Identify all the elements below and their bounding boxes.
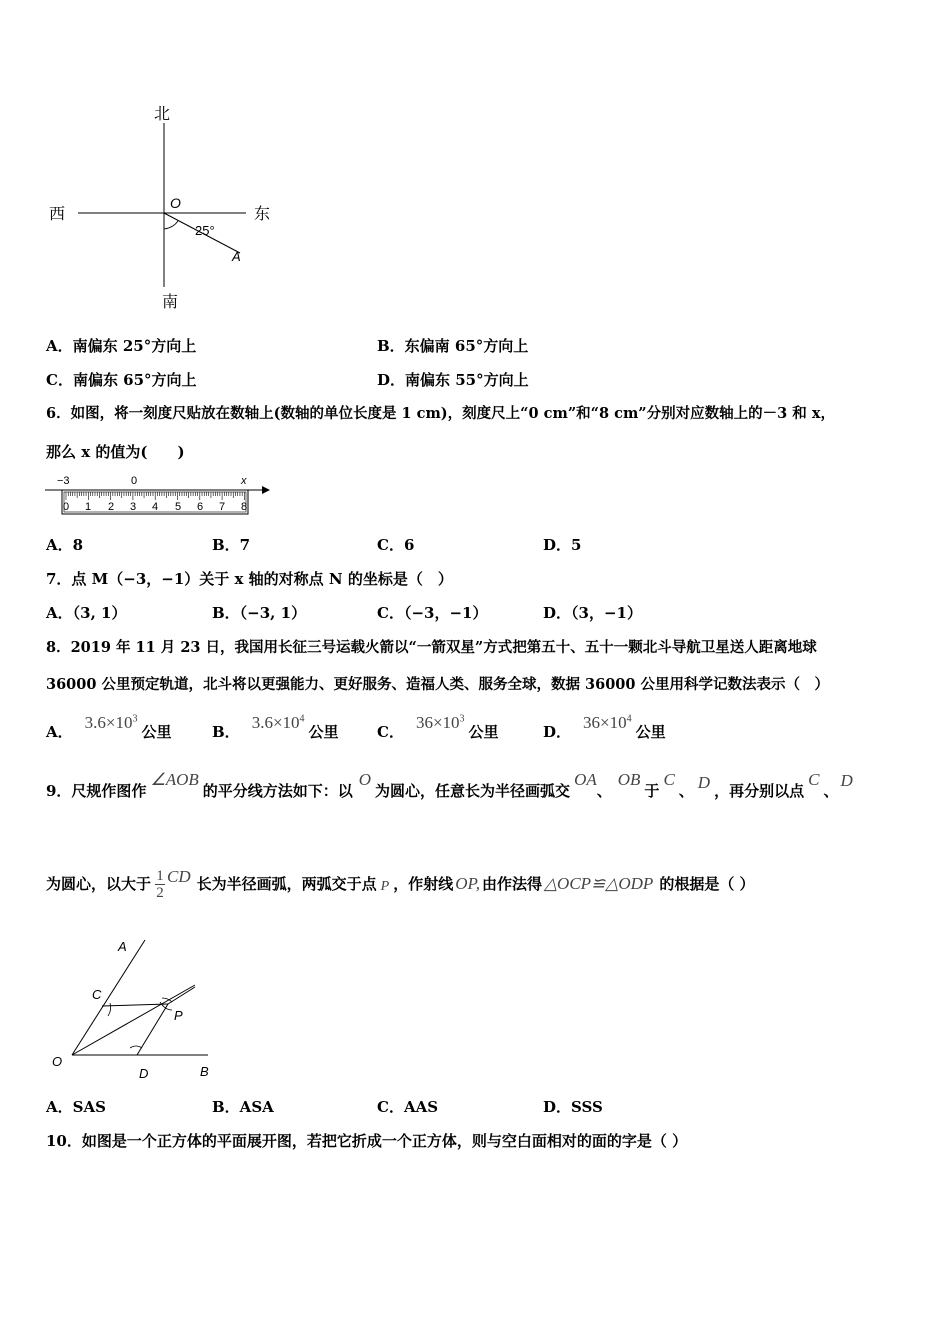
q9-sep-2: 、 [678,782,694,800]
q9-frac-num: 1 [156,867,164,884]
ruler-tick-5: 5 [175,501,182,513]
q9-text-4: 于 [644,782,660,800]
q9-cd: CD [167,867,191,886]
q9-fraction [155,868,165,901]
q8-b-base: 3.6×10 [251,713,300,732]
q9-d: D [697,773,711,792]
q9-text-6: 为圆心，以大于 [46,875,152,893]
q8-option-c[interactable] [377,710,499,742]
q9-c-2: C [808,770,820,789]
ruler-tick-4: 4 [152,501,159,513]
q8-option-c-value [416,713,465,733]
ruler-tick-0: 0 [63,501,70,513]
q6-option-d[interactable]: D．5 [543,536,582,554]
fig-label-c: C [92,987,102,1002]
q7-option-d[interactable]: D．（3，−1） [543,604,642,622]
q8-c-exp: 3 [459,713,465,725]
ruler-tick-8: 8 [241,501,248,513]
north-label: 北 [154,106,171,123]
arc-d [130,1046,142,1048]
q8-option-a-label: A． [46,723,73,741]
q9-op: OP, [455,874,480,893]
q8-stem-line1: 8．2019 年 11 月 23 日，我国用长征三号运载火箭以“一箭双星”方式把第五十、五十一颗北斗导航卫星送人距离地球 [46,639,817,656]
east-label: 东 [254,206,271,223]
q9-stem-line2 [46,856,755,912]
q9-text-10: 的根据是（ ） [659,875,755,893]
q8-c-base: 36×10 [415,713,460,732]
q8-d-exp: 4 [626,713,632,725]
ruler-top-label-neg3: −3 [57,475,70,487]
q8-option-b[interactable] [212,710,339,742]
q9-o: O [358,770,372,789]
q9-option-b[interactable]: B．ASA [212,1098,274,1116]
ruler-figure [40,470,280,522]
q9-frac-den: 2 [156,884,164,901]
q6-option-a[interactable]: A．8 [46,536,84,554]
number-line-arrow [262,486,270,494]
ruler-tick-7: 7 [219,501,226,513]
q9-text-1: 9．尺规作图作 [46,782,147,800]
q5-option-a[interactable]: A．南偏东 25°方向上 [46,337,197,355]
q9-option-c[interactable]: C．AAS [377,1098,439,1116]
q9-congruence: △OCP≌△ODP [543,874,654,893]
fig-label-b: B [200,1064,209,1079]
q8-a-exp: 3 [132,713,138,725]
ruler-top-label-x: x [241,475,247,487]
ray-oa [72,940,145,1055]
q9-text-2: 的平分线方法如下：以 [202,782,353,800]
q9-ob: OB [617,770,641,789]
q9-option-d[interactable]: D．SSS [543,1098,603,1116]
origin-label: O [170,195,181,211]
q6-option-c[interactable]: C．6 [377,536,415,554]
q7-stem: 7．点 M（−3，−1）关于 x 轴的对称点 N 的坐标是（ ） [46,570,453,588]
q9-sep-1: 、 [596,782,612,800]
q6-stem-line2: 那么 x 的值为( ) [46,443,185,461]
ruler-tick-6: 6 [197,501,204,513]
q9-text-8: ，作射线 [393,875,454,893]
q8-option-d-unit: 公里 [635,723,666,741]
q7-option-b[interactable]: B．（−3, 1） [212,604,307,622]
q6-stem-line1: 6．如图，将一刻度尺贴放在数轴上(数轴的单位长度是 1 cm)，刻度尺上“0 cm”和“8 cm”分别对应数轴上的－3 和 x， [46,405,835,422]
q9-text-5: ，再分别以点 [714,782,805,800]
fig-label-a: A [118,939,127,954]
q9-sep-3: 、 [823,782,839,800]
q9-c: C [663,770,675,789]
q7-option-a[interactable]: A．（3, 1） [46,604,127,622]
q8-option-b-label: B． [212,723,240,741]
q8-option-d-value [583,713,632,733]
ruler-tick-1: 1 [85,501,92,513]
q5-option-b[interactable]: B．东偏南 65°方向上 [377,337,529,355]
fig-label-p: P [174,1008,183,1023]
q8-option-a[interactable] [46,710,172,742]
q9-p: P [380,879,390,894]
q6-option-b[interactable]: B．7 [212,536,251,554]
ray-extension [168,987,195,1004]
q9-angle-aob: ∠AOB [150,770,199,789]
q9-text-7: 长为半径画弧，两弧交于点 [196,875,377,893]
q9-text-3: 为圆心，任意长为半径画弧交 [375,782,571,800]
q9-text-9: 由作法得 [481,875,542,893]
q8-option-c-label: C． [377,723,404,741]
q8-option-a-value [85,713,138,733]
q5-option-d[interactable]: D．南偏东 55°方向上 [377,371,529,389]
angle-label: 25° [195,223,215,238]
q8-option-d-label: D． [543,723,572,741]
point-a-label: A [232,249,241,264]
angle-arc [164,221,178,229]
arc-c [108,1003,111,1016]
q8-option-c-unit: 公里 [468,723,499,741]
ruler-tick-3: 3 [130,501,137,513]
q5-option-c[interactable]: C．南偏东 65°方向上 [46,371,197,389]
ruler-tick-2: 2 [108,501,115,513]
south-label: 南 [162,294,179,311]
q9-option-a[interactable]: A．SAS [46,1098,106,1116]
q9-d-2: D [840,771,853,790]
fig-label-d: D [139,1066,149,1081]
q8-b-exp: 4 [299,713,305,725]
q9-oa: OA [574,770,597,789]
compass-figure [40,95,290,320]
q8-option-b-value [252,713,305,733]
q8-stem-line2: 36000 公里预定轨道，北斗将以更强能力、更好服务、造福人类、服务全球，数据 36000 公里用科学记数法表示（ ） [46,676,830,693]
q7-option-c[interactable]: C．（−3，−1） [377,604,488,622]
q8-a-base: 3.6×10 [84,713,133,732]
ruler-top-label-zero: 0 [131,475,138,487]
angle-bisector-figure [40,930,230,1085]
q8-option-d[interactable] [543,710,666,742]
q9-stem-line1 [46,766,853,806]
q8-d-base: 36×10 [583,713,627,732]
west-label: 西 [49,206,66,223]
q8-option-a-unit: 公里 [141,723,172,741]
fig-label-o: O [52,1054,63,1069]
q8-option-b-unit: 公里 [308,723,339,741]
q10-stem: 10．如图是一个正方体的平面展开图，若把它折成一个正方体，则与空白面相对的面的字是（ ） [46,1132,688,1150]
